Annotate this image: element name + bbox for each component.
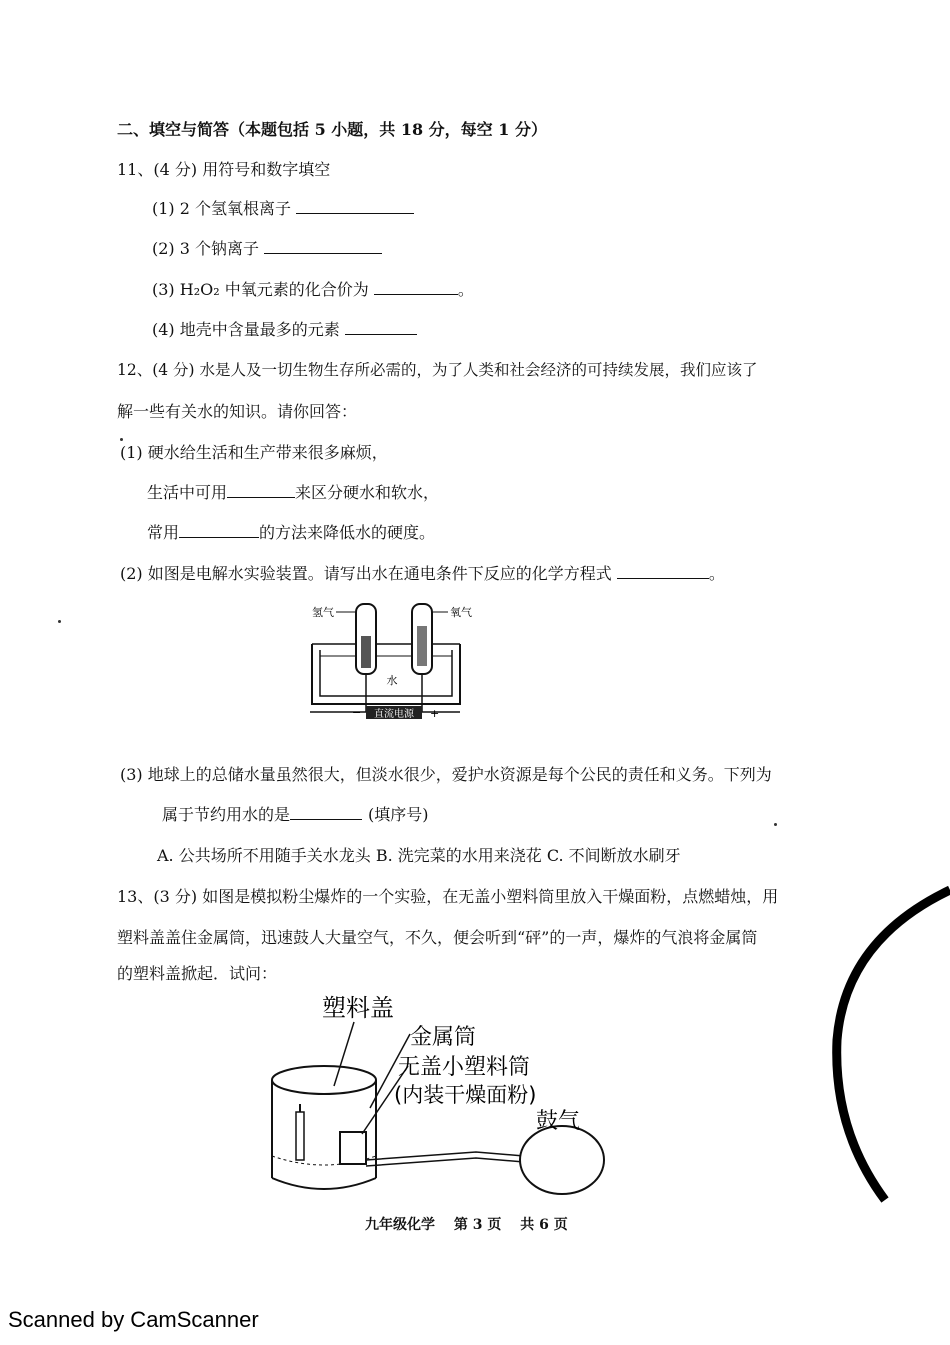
q12-options: A. 公共场所不用随手关水龙头 B. 洗完菜的水用来浇花 C. 不间断放水刷牙	[157, 846, 681, 865]
can-label: 金属筒	[410, 1025, 477, 1050]
q12-part3-post: (填序号)	[368, 805, 429, 824]
q12-part3-blank[interactable]	[290, 805, 362, 820]
q12-part1a-blank[interactable]	[227, 483, 295, 498]
footer-subject: 九年级化学	[365, 1217, 435, 1233]
q12-part1a	[147, 483, 439, 503]
camscanner-watermark: Scanned by CamScanner	[8, 1307, 259, 1332]
section-title: 二、填空与简答（本题包括 5 小题，共 18 分，每空 1 分）	[117, 120, 547, 139]
q12-stem-line2: 解一些有关水的知识。请你回答：	[117, 402, 358, 421]
q11-item-4-blank[interactable]	[345, 320, 417, 335]
q11-item-4-no: (4)	[152, 320, 175, 339]
q13-line3: 的塑料盖掀起．试问：	[117, 964, 278, 983]
scan-edge-arc	[815, 880, 950, 1210]
scan-speck	[120, 438, 123, 441]
plus-sign: +	[430, 707, 440, 720]
q12-part1b-pre: 常用	[147, 523, 180, 542]
q12-part3-pre: 属于节约用水的是	[162, 805, 291, 824]
water-label: 水	[386, 674, 398, 687]
q12-part3-line1: (3) 地球上的总储水量虽然很大，但淡水很少，爱护水资源是每个公民的责任和义务。下列为	[120, 765, 772, 784]
q11-item-3	[152, 280, 474, 300]
q11-stem: 11、(4 分) 用符号和数字填空	[117, 160, 331, 179]
q11-item-3-tail: 。	[457, 280, 474, 299]
electrolysis-diagram	[290, 596, 480, 726]
q11-item-1-no: (1)	[152, 199, 175, 218]
q12-part2	[120, 564, 725, 584]
footer-page: 第 3 页	[453, 1217, 502, 1233]
q11-item-1-text: 2 个氢氧根离子	[179, 199, 292, 218]
q12-part1: (1) 硬水给生活和生产带来很多麻烦，	[120, 443, 388, 462]
q12-part2-blank[interactable]	[617, 564, 709, 579]
q11-item-1	[152, 199, 414, 219]
q12-part2-text: (2) 如图是电解水实验装置。请写出水在通电条件下反应的化学方程式	[120, 564, 612, 583]
oxygen-label: 氧气	[450, 606, 472, 619]
cup-note-label: (内装干燥面粉)	[394, 1083, 537, 1107]
cup-label: 无盖小塑料筒	[398, 1055, 531, 1080]
lid-label: 塑料盖	[322, 994, 394, 1022]
q12-part1b	[147, 523, 435, 543]
q11-item-3-text: H₂O₂ 中氧元素的化合价为	[179, 280, 369, 299]
blow-label: 鼓气	[536, 1109, 581, 1134]
q11-item-2	[152, 239, 382, 259]
hydrogen-label: 氢气	[312, 606, 334, 619]
q11-item-3-no: (3)	[152, 280, 175, 299]
scan-speck	[774, 823, 777, 826]
q12-part1b-blank[interactable]	[179, 523, 259, 538]
q11-item-4	[152, 320, 417, 340]
q11-item-4-text: 地壳中含量最多的元素	[179, 320, 340, 339]
page-footer	[365, 1214, 582, 1234]
q12-stem-line1: 12、(4 分) 水是人及一切生物生存所必需的，为了人类和社会经济的可持续发展，我们应该了	[117, 361, 758, 379]
minus-sign: −	[352, 706, 362, 719]
dust-explosion-diagram	[262, 988, 622, 1203]
q11-item-3-blank[interactable]	[374, 280, 458, 295]
q12-part1b-post: 的方法来降低水的硬度。	[259, 523, 436, 542]
q13-line1: 13、(3 分) 如图是模拟粉尘爆炸的一个实验，在无盖小塑料筒里放入干燥面粉，点燃蜡烛，用	[117, 887, 779, 906]
q12-part2-tail: 。	[708, 564, 725, 583]
scan-speck	[58, 620, 61, 623]
q13-line2: 塑料盖盖住金属筒，迅速鼓人大量空气，不久，便会听到“砰”的一声，爆炸的气浪将金属筒	[117, 928, 758, 947]
q12-part1a-post: 来区分硬水和软水，	[295, 483, 440, 502]
power-label: 直流电源	[374, 709, 414, 720]
q11-item-2-text: 3 个钠离子	[179, 239, 260, 258]
q12-part1a-pre: 生活中可用	[147, 483, 228, 502]
q11-item-1-blank[interactable]	[296, 199, 414, 214]
q12-part3-line2	[162, 805, 429, 825]
q11-item-2-blank[interactable]	[264, 239, 382, 254]
q11-item-2-no: (2)	[152, 239, 175, 258]
footer-total: 共 6 页	[520, 1217, 568, 1233]
